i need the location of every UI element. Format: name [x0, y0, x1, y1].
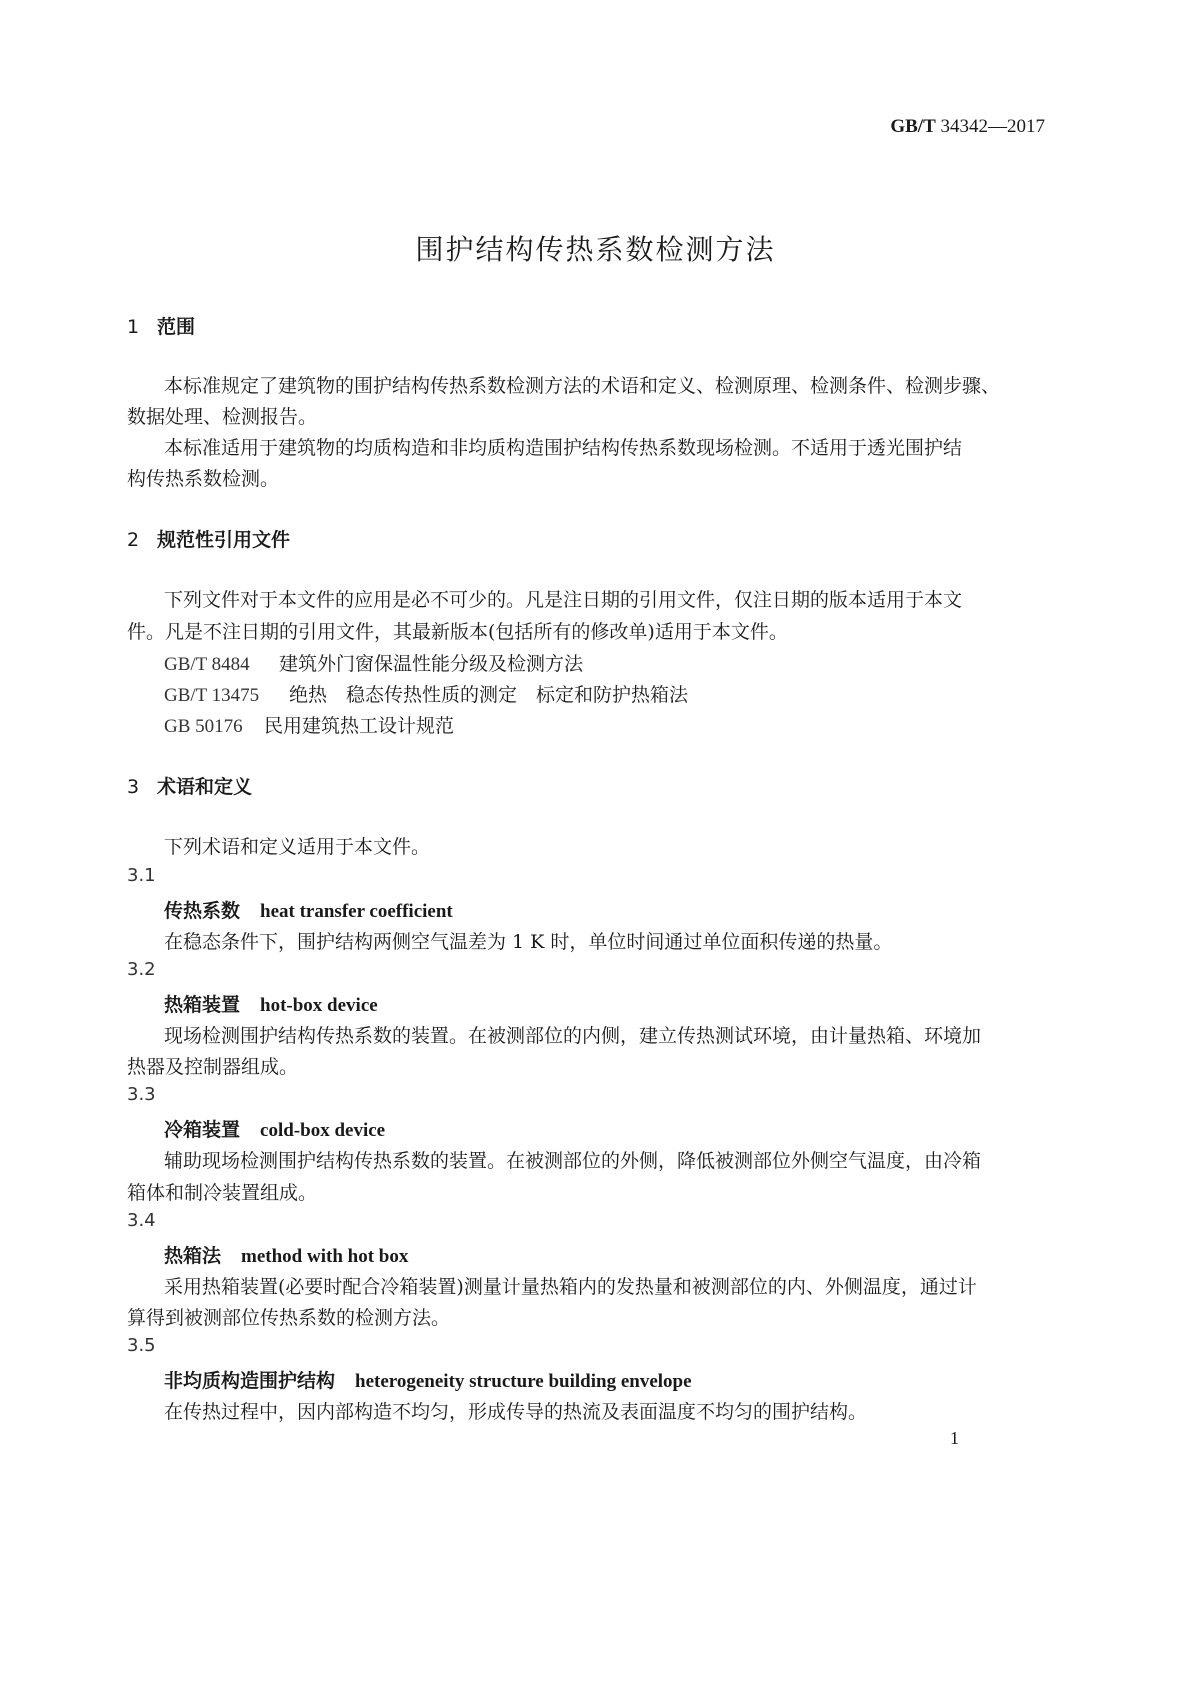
- reference-item: GB/T 13475 绝热 稳态传热性质的测定 标定和防护热箱法: [164, 684, 689, 706]
- section-3-intro: 下列术语和定义适用于本文件。: [164, 836, 431, 858]
- section-2-paragraph-line-2: 件。凡是不注日期的引用文件，其最新版本(包括所有的修改单)适用于本文件。: [127, 621, 788, 643]
- term-number: 3.2: [127, 959, 156, 980]
- term-number: 3.5: [127, 1335, 156, 1356]
- page-number: 1: [950, 1428, 959, 1448]
- term-heading: 非均质构造围护结构 heterogeneity structure building envelope: [164, 1370, 692, 1392]
- term-definition-line-2: 热器及控制器组成。: [127, 1056, 299, 1078]
- section-1-paragraph-2-line-1: 本标准适用于建筑物的均质构造和非均质构造围护结构传热系数现场检测。不适用于透光围护结: [164, 437, 963, 459]
- section-1-paragraph-2-line-2: 构传热系数检测。: [127, 468, 280, 490]
- term-definition-line-2: 算得到被测部位传热系数的检测方法。: [127, 1307, 451, 1329]
- term-number: 3.3: [127, 1084, 156, 1105]
- section-1-heading: 1 范围: [127, 316, 196, 338]
- term-definition-line-1: 采用热箱装置(必要时配合冷箱装置)测量计量热箱内的发热量和被测部位的内、外侧温度，通过计: [164, 1276, 977, 1298]
- document-title: 围护结构传热系数检测方法: [415, 233, 776, 266]
- standard-code: GB/T 34342—2017: [890, 116, 1045, 137]
- term-heading: 冷箱装置 cold-box device: [164, 1119, 386, 1141]
- term-number: 3.1: [127, 865, 156, 886]
- term-definition-line-1: 在稳态条件下，围护结构两侧空气温差为 1 K 时，单位时间通过单位面积传递的热量。: [164, 931, 893, 953]
- term-heading: 传热系数 heat transfer coefficient: [164, 900, 453, 922]
- term-definition-line-1: 辅助现场检测围护结构传热系数的装置。在被测部位的外侧，降低被测部位外侧空气温度，由冷箱: [164, 1150, 982, 1172]
- reference-item: GB/T 8484 建筑外门窗保温性能分级及检测方法: [164, 653, 584, 675]
- section-2-paragraph-line-1: 下列文件对于本文件的应用是必不可少的。凡是注日期的引用文件，仅注日期的版本适用于本文: [164, 589, 963, 611]
- term-definition-line-2: 箱体和制冷装置组成。: [127, 1182, 318, 1204]
- section-2-heading: 2 规范性引用文件: [127, 529, 291, 551]
- section-3-heading: 3 术语和定义: [127, 776, 253, 798]
- reference-item: GB 50176 民用建筑热工设计规范: [164, 715, 455, 737]
- term-definition-line-1: 在传热过程中，因内部构造不均匀，形成传导的热流及表面温度不均匀的围护结构。: [164, 1401, 868, 1423]
- term-number: 3.4: [127, 1210, 156, 1231]
- section-1-paragraph-1-line-2: 数据处理、检测报告。: [127, 406, 318, 428]
- term-heading: 热箱法 method with hot box: [164, 1245, 409, 1267]
- section-1-paragraph-1-line-1: 本标准规定了建筑物的围护结构传热系数检测方法的术语和定义、检测原理、检测条件、检测步骤、: [164, 375, 1001, 397]
- term-heading: 热箱装置 hot-box device: [164, 994, 378, 1016]
- term-definition-line-1: 现场检测围护结构传热系数的装置。在被测部位的内侧，建立传热测试环境，由计量热箱、环境加: [164, 1025, 982, 1047]
